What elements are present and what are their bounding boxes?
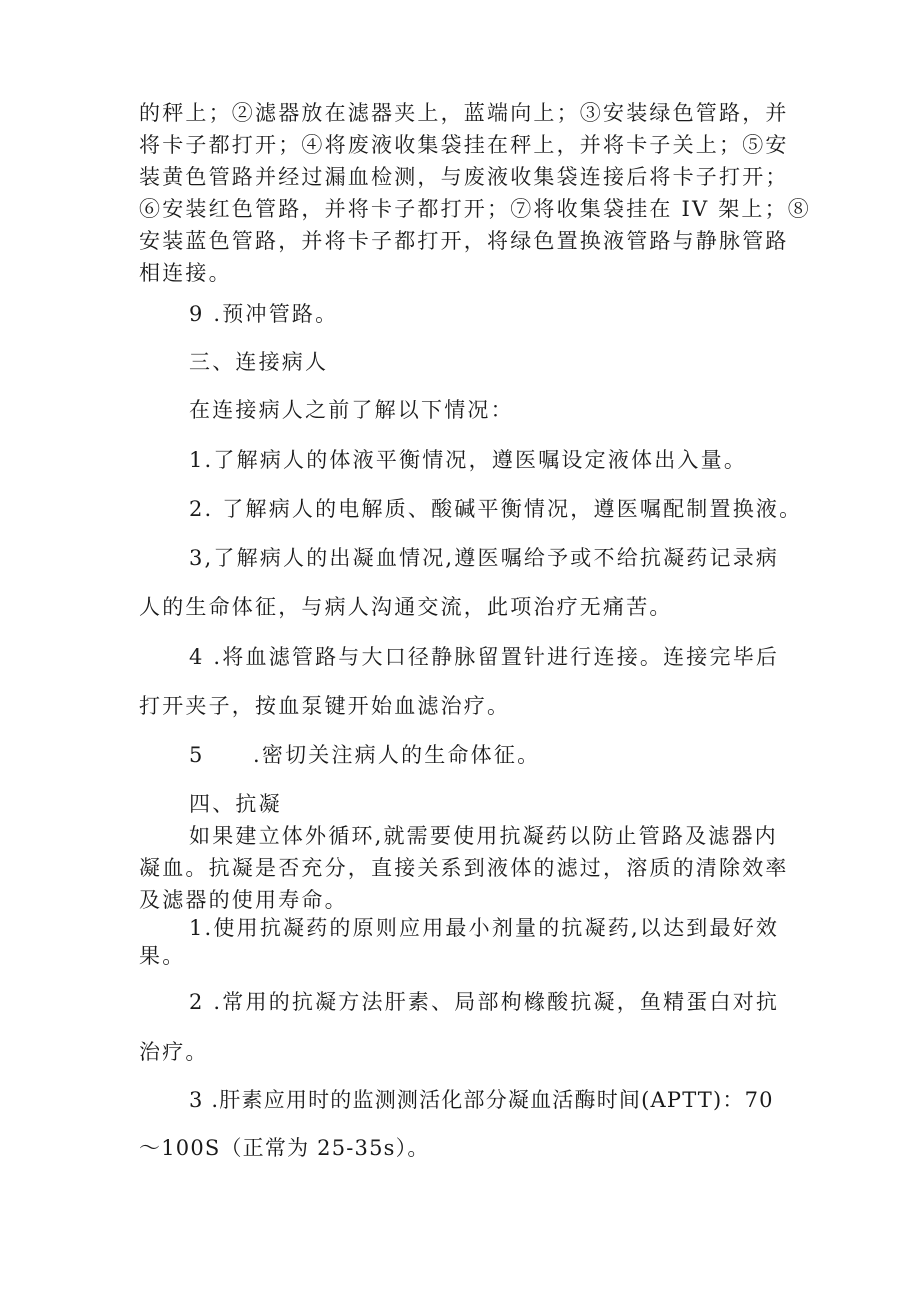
list-item-5-text: .密切关注病人的生命体征。 — [253, 743, 541, 767]
paragraph-line: 凝血。抗凝是否充分，直接关系到液体的滤过，溶质的清除效率 — [139, 856, 789, 880]
list-item-1: 1.了解病人的体液平衡情况，遵医嘱设定液体出入量。 — [189, 448, 748, 472]
anticoag-item-3-line: 3 .肝素应用时的监测测活化部分凝血活酶时间(APTT)：70 — [189, 1088, 774, 1112]
section-intro: 在连接病人之前了解以下情况： — [189, 398, 514, 422]
step-9: 9 .预冲管路。 — [189, 302, 339, 326]
list-item-5-number: 5 — [189, 743, 205, 767]
paragraph-line: 如果建立体外循环,就需要使用抗凝药以防止管路及滤器内 — [189, 824, 778, 848]
list-item-3-line: 人的生命体征，与病人沟通交流，此项治疗无痛苦。 — [139, 595, 673, 619]
anticoag-item-1-line: 1.使用抗凝药的原则应用最小剂量的抗凝药,以达到最好效 — [189, 916, 780, 940]
anticoag-item-3-line: ～100S（正常为 25-35s）。 — [139, 1136, 430, 1160]
anticoag-item-1-line: 果。 — [139, 944, 186, 968]
paragraph-line: 及滤器的使用寿命。 — [139, 888, 348, 912]
list-item-4-line: 打开夹子，按血泵键开始血滤治疗。 — [139, 694, 511, 718]
paragraph-line: 相连接。 — [139, 261, 232, 285]
section-heading-3: 三、连接病人 — [189, 350, 329, 374]
section-heading-4: 四、抗凝 — [189, 792, 282, 816]
paragraph-line: ⑥安装红色管路，并将卡子都打开；⑦将收集袋挂在 IV 架上；⑧ — [139, 197, 812, 221]
paragraph-line: 的秤上；②滤器放在滤器夹上，蓝端向上；③安装绿色管路，并 — [139, 101, 789, 125]
anticoag-item-2-line: 治疗。 — [139, 1040, 209, 1064]
list-item-4-line: 4 .将血滤管路与大口径静脉留置针进行连接。连接完毕后 — [189, 645, 780, 669]
paragraph-line: 安装蓝色管路，并将卡子都打开，将绿色置换液管路与静脉管路 — [139, 229, 789, 253]
paragraph-line: 装黄色管路并经过漏血检测，与废液收集袋连接后将卡子打开； — [139, 165, 789, 189]
paragraph-line: 将卡子都打开；④将废液收集袋挂在秤上，并将卡子关上；⑤安 — [139, 133, 789, 157]
list-item-3-line: 3,了解病人的出凝血情况,遵医嘱给予或不给抗凝药记录病 — [189, 546, 780, 570]
list-item-2: 2. 了解病人的电解质、酸碱平衡情况，遵医嘱配制置换液。 — [189, 497, 803, 521]
anticoag-item-2-line: 2 .常用的抗凝方法肝素、局部枸橼酸抗凝，鱼精蛋白对抗 — [189, 990, 780, 1014]
